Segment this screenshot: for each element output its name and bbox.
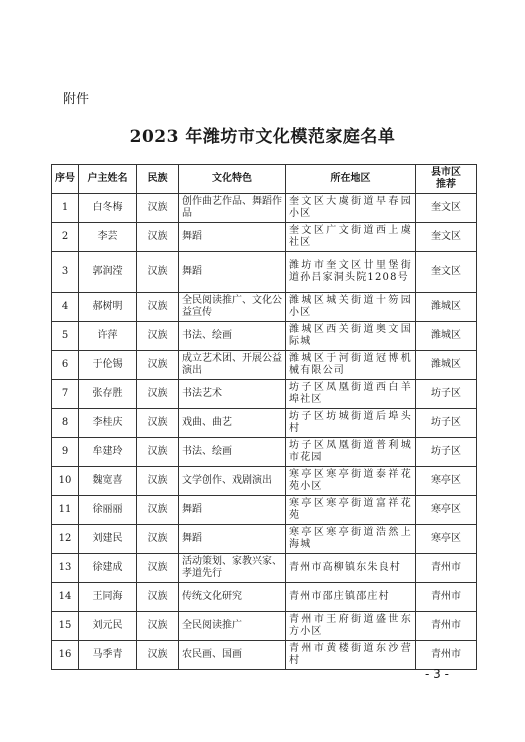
cell-location: 青州市黄楼街道东沙营村	[286, 641, 416, 670]
cell-ethnicity: 汉族	[137, 496, 179, 525]
cell-name: 郭润滢	[79, 252, 137, 293]
cell-name: 李芸	[79, 223, 137, 252]
table-row	[52, 409, 477, 438]
cell-recommend: 青州市	[416, 641, 477, 670]
cell-recommend: 寒亭区	[416, 525, 477, 554]
cell-location: 寒亭区寒亭街道泰祥花苑小区	[286, 467, 416, 496]
cell-location: 青州市王府街道盛世东方小区	[286, 612, 416, 641]
cell-name: 许萍	[79, 322, 137, 351]
cell-ethnicity: 汉族	[137, 554, 179, 583]
table-row	[52, 496, 477, 525]
cell-ethnicity: 汉族	[137, 351, 179, 380]
cell-location: 奎文区广文街道西上虞社区	[286, 223, 416, 252]
cell-no: 15	[52, 612, 79, 641]
cell-location: 寒亭区寒亭街道富祥花苑	[286, 496, 416, 525]
cell-name: 徐丽丽	[79, 496, 137, 525]
cell-recommend: 奎文区	[416, 194, 477, 223]
header-recommend	[416, 165, 477, 194]
cell-location: 潍城区于河街道冠博机械有限公司	[286, 351, 416, 380]
cell-name: 郝树明	[79, 293, 137, 322]
cell-no: 1	[52, 194, 79, 223]
page-number: - 3 -	[425, 667, 449, 681]
table-row	[52, 438, 477, 467]
table-row	[52, 252, 477, 293]
cell-name: 牟建玲	[79, 438, 137, 467]
cell-feature: 舞蹈	[179, 496, 286, 525]
cell-no: 16	[52, 641, 79, 670]
cell-ethnicity: 汉族	[137, 641, 179, 670]
cell-name: 于伦锡	[79, 351, 137, 380]
cell-recommend: 青州市	[416, 612, 477, 641]
cell-no: 11	[52, 496, 79, 525]
cell-no: 13	[52, 554, 79, 583]
cell-ethnicity: 汉族	[137, 194, 179, 223]
cell-no: 8	[52, 409, 79, 438]
cell-location: 坊子区坊城街道后埠头村	[286, 409, 416, 438]
cell-ethnicity: 汉族	[137, 409, 179, 438]
cell-feature: 书法、绘画	[179, 322, 286, 351]
cell-feature: 全民阅读推广、文化公益宣传	[179, 293, 286, 322]
cell-location: 坊子区凤凰街道普利城市花园	[286, 438, 416, 467]
cell-feature: 舞蹈	[179, 252, 286, 293]
cell-recommend: 潍城区	[416, 322, 477, 351]
cell-no: 9	[52, 438, 79, 467]
cell-location: 青州市高柳镇东朱良村	[286, 554, 416, 583]
cell-ethnicity: 汉族	[137, 293, 179, 322]
table-row	[52, 194, 477, 223]
cell-feature: 成立艺术团、开展公益演出	[179, 351, 286, 380]
cell-name: 徐建成	[79, 554, 137, 583]
cell-location: 潍城区西关街道奥文国际城	[286, 322, 416, 351]
cell-location: 寒亭区寒亭街道浩然上海城	[286, 525, 416, 554]
cell-feature: 书法、绘画	[179, 438, 286, 467]
cell-recommend: 寒亭区	[416, 496, 477, 525]
cell-name: 刘建民	[79, 525, 137, 554]
cell-recommend: 寒亭区	[416, 467, 477, 496]
table-row	[52, 641, 477, 670]
cell-no: 10	[52, 467, 79, 496]
table-row	[52, 467, 477, 496]
table-row	[52, 223, 477, 252]
cell-recommend: 青州市	[416, 583, 477, 612]
cell-location: 潍坊市奎文区廿里堡街道孙吕家洞头院1208号	[286, 252, 416, 293]
header-recommend-line1: 县市区	[431, 167, 461, 178]
cell-ethnicity: 汉族	[137, 223, 179, 252]
attachment-label: 附件	[63, 92, 90, 107]
header-name: 户主姓名	[79, 165, 137, 194]
cell-recommend: 坊子区	[416, 438, 477, 467]
table-row	[52, 525, 477, 554]
header-recommend-line2: 推荐	[436, 179, 456, 190]
cell-recommend: 青州市	[416, 554, 477, 583]
cell-ethnicity: 汉族	[137, 525, 179, 554]
cell-ethnicity: 汉族	[137, 380, 179, 409]
cell-no: 12	[52, 525, 79, 554]
table-body	[52, 194, 477, 670]
cell-no: 6	[52, 351, 79, 380]
document-title: 2023 年潍坊市文化模范家庭名单	[129, 127, 396, 147]
table-header-row	[52, 165, 477, 194]
cell-ethnicity: 汉族	[137, 612, 179, 641]
cell-no: 2	[52, 223, 79, 252]
family-roster-table	[51, 164, 477, 670]
cell-recommend: 潍城区	[416, 293, 477, 322]
cell-feature: 全民阅读推广	[179, 612, 286, 641]
cell-name: 魏宽喜	[79, 467, 137, 496]
table-row	[52, 583, 477, 612]
table-row	[52, 380, 477, 409]
cell-location: 青州市邵庄镇邵庄村	[286, 583, 416, 612]
cell-ethnicity: 汉族	[137, 467, 179, 496]
cell-feature: 创作曲艺作品、舞蹈作品	[179, 194, 286, 223]
cell-no: 5	[52, 322, 79, 351]
cell-feature: 舞蹈	[179, 525, 286, 554]
cell-location: 坊子区凤凰街道西白羊埠社区	[286, 380, 416, 409]
cell-name: 李桂庆	[79, 409, 137, 438]
cell-name: 刘元民	[79, 612, 137, 641]
cell-ethnicity: 汉族	[137, 583, 179, 612]
cell-no: 14	[52, 583, 79, 612]
cell-no: 4	[52, 293, 79, 322]
cell-no: 3	[52, 252, 79, 293]
cell-recommend: 潍城区	[416, 351, 477, 380]
table-row	[52, 554, 477, 583]
table-row	[52, 322, 477, 351]
cell-recommend: 坊子区	[416, 380, 477, 409]
cell-ethnicity: 汉族	[137, 438, 179, 467]
cell-name: 马季青	[79, 641, 137, 670]
table-row	[52, 293, 477, 322]
cell-feature: 传统文化研究	[179, 583, 286, 612]
cell-recommend: 坊子区	[416, 409, 477, 438]
header-location: 所在地区	[286, 165, 416, 194]
header-ethnicity: 民族	[137, 165, 179, 194]
cell-ethnicity: 汉族	[137, 322, 179, 351]
cell-feature: 书法艺术	[179, 380, 286, 409]
cell-name: 张存胜	[79, 380, 137, 409]
cell-no: 7	[52, 380, 79, 409]
cell-name: 白冬梅	[79, 194, 137, 223]
cell-feature: 活动策划、家教兴家、孝道先行	[179, 554, 286, 583]
cell-recommend: 奎文区	[416, 252, 477, 293]
cell-location: 奎文区大虞街道早春园小区	[286, 194, 416, 223]
cell-name: 王同海	[79, 583, 137, 612]
header-no: 序号	[52, 165, 79, 194]
cell-feature: 舞蹈	[179, 223, 286, 252]
cell-feature: 戏曲、曲艺	[179, 409, 286, 438]
table-row	[52, 612, 477, 641]
cell-recommend: 奎文区	[416, 223, 477, 252]
cell-feature: 农民画、国画	[179, 641, 286, 670]
header-feature: 文化特色	[179, 165, 286, 194]
cell-location: 潍城区城关街道十笏园小区	[286, 293, 416, 322]
cell-ethnicity: 汉族	[137, 252, 179, 293]
cell-feature: 文学创作、戏剧演出	[179, 467, 286, 496]
table-row	[52, 351, 477, 380]
